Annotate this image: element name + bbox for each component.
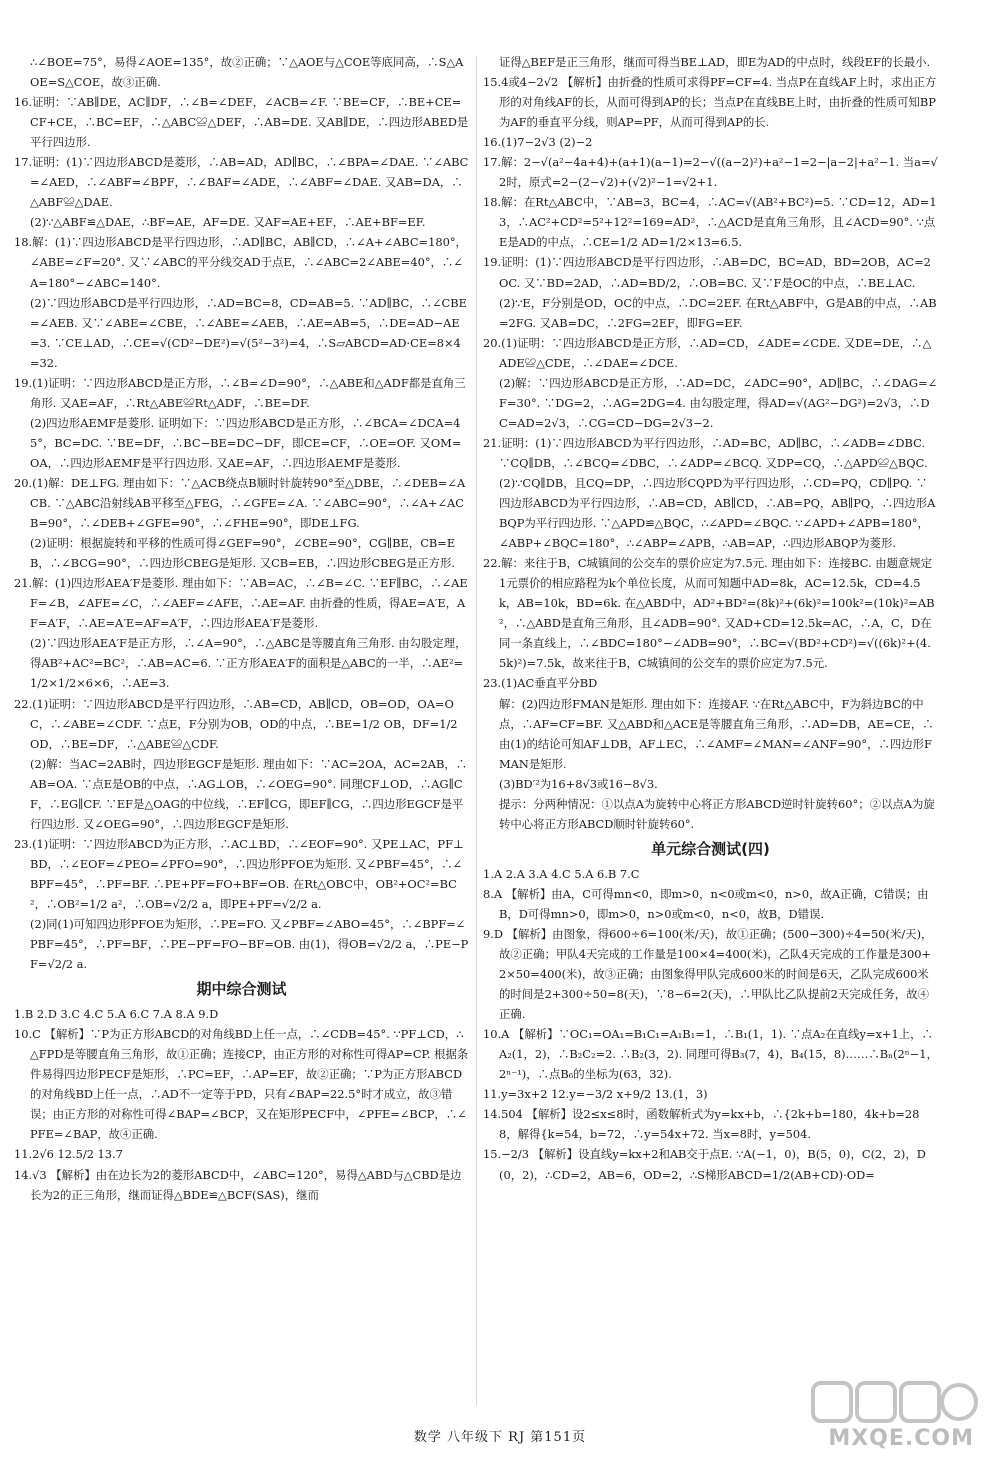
midterm-answer-18: 18.解：在Rt△ABC中，∵AB=3，BC=4，∴AC=√(AB²+BC²)=5. ∵CD=12，AD=13，∴AC²+CD²=5²+12²=169=AD²，∴△ACD是直角三角形，且∠ACD=90°. ∵点E是AD的中点，∴CE=1/2 AD=1/2×13=6.5. [483,195,937,250]
midterm-answer-20: 20.(1)证明：∵四边形ABCD是正方形，∴AD=CD，∠ADE=∠CDE. 又DE=DE，∴△ADE≌△CDE，∴∠DAE=∠DCE. [483,335,932,370]
unit-answer-8: 8.A 【解析】由A，C可得mn<0，即m>0，n<0或m<0，n>0，故A正确，C错误；由B，D可得mn>0，即m>0，n>0或m<0，n<0，故B，D错误. [483,886,929,921]
watermark-badge-icon [805,1379,980,1427]
answer-block-right [483,52,938,834]
answer-paragraph: ∴∠BOE=75°，易得∠AOE=135°，故②正确；∵△AOE与△COE等底同高，∴S△AOE=S△COE，故③正确. [30,55,464,90]
answer-20-2: (2)证明：根据旋转和平移的性质可得∠GEF=90°，∠CBE=90°，CG∥BE，CB=EB，∴∠BCG=90°，∴四边形CBEG是矩形. 又CB=EB，∴四边形CBEG是正方形. [30,536,456,571]
midterm-answer-19-2: (2)∵E，F分别是OD，OC的中点，∴DC=2EF. 在Rt△ABF中，G是AB的中点，∴AB=2FG. 又AB=DC，∴2FG=2EF，即FG=EF. [499,295,937,330]
answer-22: 22.(1)证明：∵四边形ABCD是平行四边形，∴AB=CD，AB∥CD，OB=OD，OA=OC，∴∠ABE=∠CDF. ∵点E，F分别为OB，OD的中点，∴BE=1/2 OB，DF=1/2 OD，∴BE=DF，∴△ABE≌△CDF. [14,696,458,751]
unit-answer-9: 9.D 【解析】由图象，得600÷6=100(米/天)，故①正确；(500−300)÷4=50(米/天)，故②正确；甲队4天完成的工作量是100×4=400(米)，乙队4天完成的工作量是300+2×50=400(米)，故③正确；由图象得甲队完成600米的时间是6天，乙队完成600米的时间是2+300÷50=8(天)，∵8−6=2(天)，∴甲队比乙队提前2天完成任务，故④正确. [483,926,933,1022]
answer-17: 17.证明：(1)∵四边形ABCD是菱形，∴AB=AD，AD∥BC，∴∠BPA=∠DAE. ∵∠ABC=∠AED，∴∠ABF=∠BPF，∴∠BAF=∠ADE，∴∠ABF=∠DAE. 又AB=DA，∴△ABF≌△DAE. [14,155,469,210]
answer-21-2: (2)∵四边形AEA′F是正方形，∴∠A=90°，∴△ABC是等腰直角三角形. 由勾股定理，得AB²+AC²=BC²，∴AB=AC=6. ∵正方形AEA′F的面积是△ABC的一半，∴AE²=1/2×1/2×6×6，∴AE=3. [30,636,467,691]
midterm-answer-15: 15.4或4−2√2 【解析】由折叠的性质可求得PF=CF=4. 当点P在直线AF上时，求出正方形的对角线AF的长，从而可得到AP的长；当点P在直线BE上时，由折叠的性质可知BP为AF的垂直平分线，则AP=PF，从而可得到AP的长. [483,75,937,130]
unit-answer-10: 10.A 【解析】∵OC₁=OA₁=B₁C₁=A₁B₁=1，∴B₁(1，1). ∵点A₂在直线y=x+1上，∴A₂(1，2)，∴B₂C₂=2. ∴B₂(3，2). 同理可得B₃(7，4)，B₄(15，8)……∴Bₙ(2ⁿ−1，2ⁿ⁻¹)，∴点B₆的坐标为(63，32). [483,1027,938,1082]
unit-answer-14: 14.504 【解析】设2≤x≤8时，函数解析式为y=kx+b，∴{2k+b=180，4k+b=288，解得{k=54，b=72，∴y=54x+72. 当x=8时，y=504. [483,1107,920,1142]
midterm-answer-23: 23.(1)AC垂直平分BD [483,676,598,691]
unit-answers-11-13: 11.y=3x+2 12.y=−3/2 x+9/2 13.(1，3) [483,1087,708,1102]
midterm-answer-23-hint: 提示：分两种情况：①以点A为旋转中心将正方形ABCD逆时针旋转60°；②以点A为旋转中心将正方形ABCD顺时针旋转60°. [499,796,935,831]
midterm-answer-19: 19.证明：(1)∵四边形ABCD是平行四边形，∴AB=DC，BC=AD，BD=2OB，AC=2OC. 又∵BD=2AD，∴AD=BD/2，∴OB=BC. 又∵F是OC的中点，∴BE⊥AC. [483,255,931,290]
unit-choice-answers: 1.A 2.A 3.A 4.C 5.A 6.B 7.C [483,866,640,881]
midterm-answer-20-2: (2)解：∵四边形ABCD是正方形，∴AD=DC，∠ADC=90°，AD∥BC，∴∠DAG=∠F=30°. ∵DG=2，∴AG=2DG=4. 由勾股定理，得AD=√(AG²−DG²)=2√3，∴DC=AD=2√3，∴CG=CD−DG=2√3−2. [499,375,938,430]
midterm-answer-10: 10.C 【解析】∵P为正方形ABCD的对角线BD上任一点，∴∠CDB=45°. ∵PF⊥CD，∴△FPD是等腰直角三角形，故①正确；连接CP，由正方形的对称性可得AP=CP. 根据条件易得四边形PECF是矩形，∴PC=EF，∴AP=EF，故②正确；∵P为正方形ABCD的对角线BD上任一点，∴AD不一定等于PD，只有∠BAP=22.5°时才成立，故③错误；由正方形的对称性可得∠BAP=∠BCP，又在矩形PECF中，∠PFE=∠BCP，∴∠PFE=∠BAP，故④正确. [14,1027,469,1142]
answer-block-midterm [14,1004,469,1204]
midterm-answer-23-3: (3)BD′²为16+8√3或16−8√3. [499,776,658,791]
midterm-choice-answers: 1.B 2.D 3.C 4.C 5.A 6.C 7.A 8.A 9.D [14,1007,219,1022]
right-column [483,52,938,1185]
page-footer: 数学 八年级下 RJ 第151页 [413,1430,587,1445]
answer-19-2: (2)四边形AEMF是菱形. 证明如下：∵四边形ABCD是正方形，∴∠BCA=∠DCA=45°，BC=DC. ∵BE=DF，∴BC−BE=DC−DF，即CE=CF，∴OE=OF. 又OM=OA，∴四边形AEMF是平行四边形. 又AE=AF，∴四边形AEMF是菱形. [30,415,462,470]
midterm-answer-21-2: (2)∵CQ∥DB，且CQ=DP，∴四边形CQPD为平行四边形，∴CD=PQ，CD∥PQ. ∵四边形ABCD为平行四边形，∴AB=CD，AB∥CD，∴AB=PQ，AB∥PQ，∴四边形ABQP为平行四边形. ∵△APD≌△BQC，∴∠APD=∠BQC. ∵∠APD+∠APB=180°，∠ABP+∠BQC=180°，∴∠ABP=∠APB，∴AB=AP，∴四边形ABQP为菱形. [499,475,936,551]
answer-block-unit [483,864,938,1185]
midterm-answer-14-cont: 证得△BEF是正三角形，继而可得当BE⊥AD，即E为AD的中点时，线段EF的长最小. [499,55,931,69]
answer-20: 20.(1)解：DE⊥FG. 理由如下：∵△ACB绕点B顺时针旋转90°至△DBE，∴∠DEB=∠ACB. ∵△ABC沿射线AB平移至△FEG，∴∠GFE=∠A. ∵∠ABC=90°，∴∠A+∠ACB=90°，∴∠DEB+∠GFE=90°，∴∠FHE=90°，即DE⊥FG. [14,475,466,531]
answer-22-2: (2)解：当AC=2AB时，四边形EGCF是矩形. 理由如下：∵AC=2OA，AC=2AB，∴AB=OA. ∵点E是OB的中点，∴AG⊥OB，∴∠OEG=90°. 同理CF⊥OD，∴AG∥CF，∴EG∥CF. ∵EF是△OAG的中位线，∴EF∥CG，即EF∥CG，∴四边形EGCF是平行四边形. 又∠OEG=90°，∴四边形EGCF是矩形. [30,756,468,831]
answer-21: 21.解：(1)四边形AEA′F是菱形. 理由如下：∵AB=AC，∴∠B=∠C. ∵EF∥BC，∴∠AEF=∠B，∠AFE=∠C，∴∠AEF=∠AFE，∴AE=AF. 由折叠的性质，得AE=A′E，AF=A′F，∴AE=A′E=AF=A′F，∴四边形AEA′F是菱形. [14,576,468,631]
answer-block [14,52,469,974]
watermark-text: MXQE.COM [828,1426,974,1451]
midterm-answer-22: 22.解：来往于B，C城镇间的公交车的票价应定为7.5元. 理由如下：连接BC. 由题意规定1元票价的相应路程为k个单位长度，从而可知题中AD=8k，AC=12.5k，CD=4.5k，AB=10k，BD=6k. 在△ABD中，AD²+BD²=(8k)²+(6k)²=100k²=(10k)²=AB²，∴△ABD是直角三角形，且∠ADB=90°. 又AD+CD=12.5k=AC，∴A，C，D在同一条直线上，∴∠BDC=180°−∠ADB=90°，∴BC=√(BD²+CD²)=√((6k)²+(4.5k)²)=7.5k，故来往于B，C城镇间的公交车的票价应定为7.5元. [483,556,935,671]
midterm-answer-17: 17.解：2−√(a²−4a+4)+(a+1)(a−1)=2−√((a−2)²)+a²−1=2−|a−2|+a²−1. 当a=√2时，原式=2−(2−√2)+(√2)²−1=√2+1. [483,155,938,190]
answer-18: 18.解：(1)∵四边形ABCD是平行四边形，∴AD∥BC，AB∥CD，∴∠A+∠ABC=180°，∠ABE=∠F=20°. 又∵∠ABC的平分线交AD于点E，∴∠ABC=2∠ABE=40°，∴∠A=180°−∠ABC=140°. [14,235,467,290]
section-title-midterm: 期中综合测试 [196,980,287,999]
midterm-answers-11-13: 11.2√6 12.5/2 13.7 [14,1147,123,1162]
left-column [14,52,469,1205]
midterm-answer-14: 14.√3 【解析】由在边长为2的菱形ABCD中，∠ABC=120°，易得△ABD与△CBD是边长为2的正三角形，继而证得△BDE≌△BCF(SAS)，继而 [14,1167,462,1202]
answer-18-2: (2)∵四边形ABCD是平行四边形，∴AD=BC=8，CD=AB=5. ∵AD∥BC，∴∠CBE=∠AEB. 又∵∠ABE=∠CBE，∴∠ABE=∠AEB，∴AE=AB=5，∴DE=AD−AE=3. ∵CE⊥AD，∴CE=√(CD²−DE²)=√(5²−3²)=4，∴S▱ABCD=AD·CE=8×4=32. [30,295,467,370]
answer-17-2: (2)∵△ABF≌△DAE，∴BF=AE，AF=DE. 又AF=AE+EF，∴AE+BF=EF. [30,215,426,230]
watermark-logo [805,1379,980,1451]
section-title-unit-test: 单元综合测试(四) [651,839,770,858]
answer-23-2: (2)同(1)可知四边形PFOE为矩形，∴PE=FO. 又∠PBF=∠ABO=45°，∴∠BPF=∠PBF=45°，∴PF=BF，∴PE−PF=FO−BF=OB. 由(1)，得OB=√2/2 a，∴PE−PF=√2/2 a. [30,917,469,972]
answer-16: 16.证明：∵AB∥DE，AC∥DF，∴∠B=∠DEF，∠ACB=∠F. ∵BE=CF，∴BE+CE=CF+CE，∴BC=EF，∴△ABC≌△DEF，∴AB=DE. 又AB∥DE，∴四边形ABED是平行四边形. [14,95,469,150]
column-divider [476,56,477,1406]
answer-19: 19.(1)证明：∵四边形ABCD是正方形，∴∠B=∠D=90°，∴△ABE和△ADF都是直角三角形. 又AE=AF，∴Rt△ABE≌Rt△ADF，∴BE=DF. [14,375,466,410]
midterm-answer-23-2: 解：(2)四边形FMAN是矩形. 理由如下：连接AF. ∵在Rt△ABC中，F为斜边BC的中点，∴AF=CF=BF. 又△ABD和△ACE是等腰直角三角形，∴AD=DB，AE=CE，∴由(1)的结论可知AF⊥DB，AF⊥EC，∴∠AMF=∠MAN=∠ANF=90°，∴四边形FMAN是矩形. [499,696,934,771]
midterm-answer-21: 21.证明：(1)∵四边形ABCD为平行四边形，∴AD=BC，AD∥BC，∴∠ADB=∠DBC. ∵CQ∥DB，∴∠BCQ=∠DBC，∴∠ADP=∠BCQ. 又DP=CQ，∴△APD≌△BQC. [483,435,928,470]
answer-23: 23.(1)证明：∵四边形ABCD为正方形，∴AC⊥BD，∴∠EOF=90°. 又PE⊥AC，PF⊥BD，∴∠EOF=∠PEO=∠PFO=90°，∴四边形PFOE为矩形. 又∠PBF=45°，∴∠BPF=45°，∴PF=BF. ∴PE+PF=FO+BF=OB. 在Rt△OBC中，OB²+OC²=BC²，∴OB²=1/2 a²，∴OB=√2/2 a，即PE+PF=√2/2 a. [14,836,464,911]
midterm-answer-16: 16.(1)7−2√3 (2)−2 [483,135,593,150]
unit-answer-15: 15.−2/3 【解析】设直线y=kx+2和AB交于点E. ∵A(−1，0)，B(5，0)，C(2，2)，D(0，2)，∴CD=2，AB=6，OD=2，∴S梯形ABCD=1/2(AB+CD)·OD= [483,1147,926,1182]
